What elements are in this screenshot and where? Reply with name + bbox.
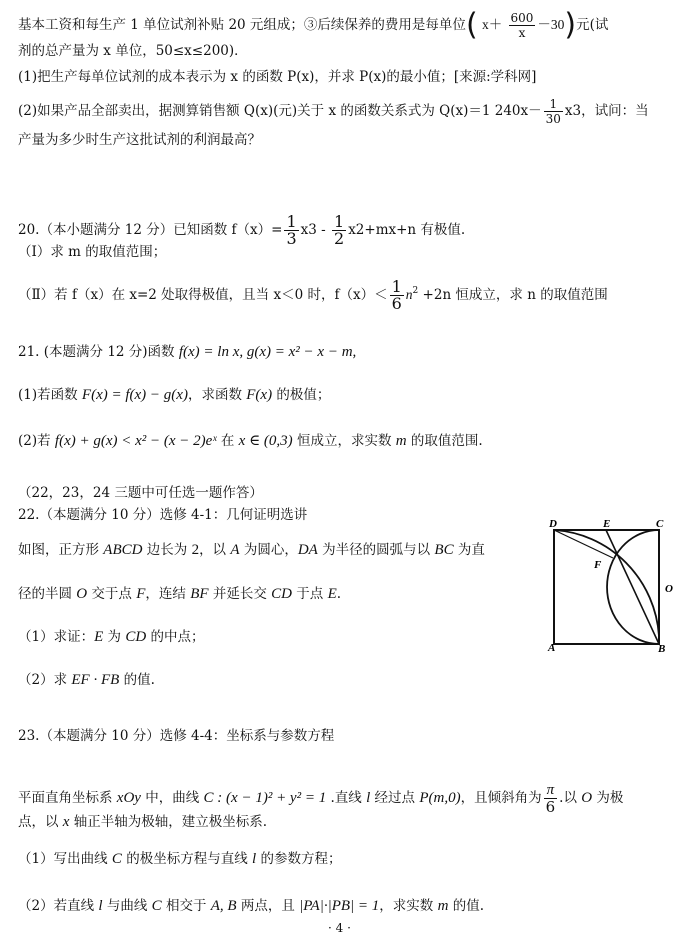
- line-D-F: [554, 530, 613, 558]
- p20-part2-text: （Ⅱ）若 f（x）在 x=2 处取得极值，且当 x＜0 时，f（x）＜: [18, 287, 388, 303]
- p22-BF: BF: [190, 586, 209, 602]
- p21-inequality: f(x) + g(x) < x² − (x − 2)eˣ: [54, 433, 217, 449]
- label-O: O: [665, 583, 673, 595]
- p23-t: 中，曲线: [140, 790, 204, 806]
- p22-t: 如图，正方形: [18, 542, 104, 558]
- frac-num: 1: [286, 212, 297, 231]
- p20-text: 20.（本小题满分 12 分）已知函数 f（x）=: [18, 222, 283, 238]
- problem21-part2: [18, 431, 483, 451]
- p22-s1-CD: CD: [125, 629, 147, 645]
- p21-F-def: F(x) = f(x) − g(x): [81, 387, 188, 403]
- p21-domain: x ∈ (0,3): [238, 433, 293, 449]
- p23-P: P(m,0): [419, 790, 461, 806]
- p23-AB: A, B: [210, 898, 237, 914]
- frac-num: 1: [391, 277, 402, 296]
- fraction-1-over-30: [544, 97, 563, 126]
- p22-t: 为半径的圆弧与以: [317, 542, 435, 558]
- p23-t: 点，以: [18, 814, 63, 830]
- p21-s1b: ，求函数: [187, 387, 247, 403]
- p23-s2-C: C: [151, 898, 162, 914]
- choose-note: （22，23，24 三题中可任选一题作答）: [18, 485, 263, 501]
- fraction-600-over-x: [509, 11, 536, 40]
- p22-E: E: [327, 586, 337, 602]
- p22-s1-E: E: [94, 629, 104, 645]
- problem20-part2: [18, 279, 608, 312]
- frac-num: 1: [544, 97, 563, 112]
- p20-rest: x2+mx+n 有极值.: [348, 222, 466, 238]
- frac-num: π: [544, 782, 558, 799]
- p23-s1-l: l: [252, 851, 257, 867]
- p23-t: 两点，且: [236, 898, 300, 914]
- label-F: F: [594, 559, 602, 571]
- p20-part2-rest: +2n 恒成立，求 n 的取值范围: [418, 287, 608, 303]
- p22-t: 为圆心，: [239, 542, 298, 558]
- p23-s2-l: l: [98, 898, 103, 914]
- q2-tail: x3，试问：当: [564, 103, 649, 119]
- p22-t: 为: [103, 629, 126, 645]
- frac-den: 30: [545, 112, 561, 126]
- p23-t: 与曲线: [102, 898, 152, 914]
- problem23-line1: [18, 782, 623, 815]
- p23-l: l: [366, 790, 371, 806]
- q2-text: (2)如果产品全部卖出，据测算销售额 Q(x)(元)关于 x 的函数关系式为 Q(x)＝1 240x－: [18, 103, 542, 119]
- problem21-stem: [18, 342, 356, 362]
- p20-x3: x3 -: [300, 222, 326, 238]
- square-semicircle-figure: [546, 518, 676, 653]
- p22-t: .: [336, 586, 342, 602]
- problem19-minus30: －30: [537, 17, 565, 32]
- p21-m: m: [395, 433, 407, 449]
- p22-t: ，连结: [145, 586, 191, 602]
- p23-t: （2）若直线: [18, 898, 99, 914]
- fraction-pi-6: [544, 782, 558, 815]
- p22-BC: BC: [434, 542, 454, 558]
- p23-PA-PB: |PA|·|PB| = 1: [299, 898, 380, 914]
- p23-t: 经过点: [370, 790, 420, 806]
- problem22-part1: [18, 627, 205, 647]
- p23-t: 的值.: [448, 898, 485, 914]
- problem19-q2-cont: 产量为多少时生产这批试剂的利润最高？: [18, 132, 261, 148]
- right-paren: ): [564, 7, 577, 43]
- p22-CD: CD: [271, 586, 292, 602]
- label-A: A: [548, 642, 556, 653]
- fraction-1-6: [390, 279, 404, 312]
- problem22-title: 22.（本题满分 10 分）选修 4-1：几何证明选讲: [18, 507, 308, 523]
- p23-t: 轴正半轴为极轴，建立极坐标系.: [69, 814, 268, 830]
- p21-functions: f(x) = ln x, g(x) = x² − x − m,: [178, 344, 357, 360]
- problem20-part1: （Ⅰ）求 m 的取值范围；: [18, 244, 167, 260]
- p23-t: ，求实数: [379, 898, 438, 914]
- label-B: B: [658, 643, 666, 653]
- p21-s2c: 恒成立，求实数: [292, 433, 396, 449]
- p23-t: 为极: [592, 790, 624, 806]
- p22-t: 的中点；: [146, 629, 205, 645]
- p22-t: 为直: [453, 542, 485, 558]
- p22-DA: DA: [297, 542, 318, 558]
- problem19-q2: [18, 97, 649, 126]
- fraction-1-3: [284, 214, 298, 247]
- p22-t: ，以: [199, 542, 231, 558]
- p22-O: O: [76, 586, 88, 602]
- problem21-part1: [18, 385, 330, 405]
- p22-t: 的值.: [119, 672, 155, 688]
- p23-t: ，且倾斜角为: [460, 790, 542, 806]
- p22-F: F: [136, 586, 146, 602]
- frac-num: 600: [510, 11, 534, 25]
- p21-s1a: (1)若函数: [18, 387, 82, 403]
- p22-EF-FB: EF · FB: [71, 672, 120, 688]
- p23-s2-m: m: [437, 898, 449, 914]
- p23-t: 平面直角坐标系: [18, 790, 117, 806]
- label-E: E: [603, 518, 611, 530]
- label-C: C: [656, 518, 664, 530]
- problem22-line2: [18, 584, 341, 604]
- p23-x: x: [62, 814, 70, 830]
- frac-den: 2: [334, 229, 345, 248]
- problem19-line2: 剂的总产量为 x 单位，50≤x≤200)．: [18, 43, 248, 59]
- p23-t: 的极坐标方程与直线: [121, 851, 252, 867]
- p23-t: .直线: [326, 790, 367, 806]
- p21-text: 21. (本题满分 12 分)函数: [18, 344, 179, 360]
- p22-t: 于点: [291, 586, 328, 602]
- left-paren: (: [465, 7, 478, 43]
- problem19-q1: (1)把生产每单位试剂的成本表示为 x 的函数 P(x)，并求 P(x)的最小值；[来源:学科网]: [18, 69, 537, 85]
- problem19-x: x＋: [481, 17, 503, 32]
- problem23-part2: [18, 896, 484, 916]
- p23-curve-C: C : (x − 1)² + y² = 1: [203, 790, 327, 806]
- p20-n: n: [405, 287, 413, 302]
- p22-t: 交于点: [87, 586, 137, 602]
- p22-A: A: [230, 542, 240, 558]
- problem22-part2: [18, 670, 155, 690]
- p21-s2d: 的取值范围.: [406, 433, 483, 449]
- label-D: D: [549, 518, 557, 530]
- problem19-line1: [18, 7, 609, 43]
- p21-s1c: 的极值；: [272, 387, 331, 403]
- p21-s2a: (2)若: [18, 433, 55, 449]
- problem19-text: 基本工资和每生产 1 单位试剂补贴 20 元组成；③后续保养的费用是每单位: [18, 17, 466, 33]
- p23-xOy: xOy: [116, 790, 141, 806]
- p22-t: （1）求证：: [18, 629, 95, 645]
- problem19-end: 元(试: [576, 17, 609, 33]
- p22-t: 径的半圆: [18, 586, 77, 602]
- problem23-part1: [18, 849, 341, 869]
- fraction-1-2: [332, 214, 346, 247]
- p23-s1-C: C: [111, 851, 122, 867]
- p23-t: .以: [559, 790, 582, 806]
- p22-two: 2: [191, 542, 200, 558]
- line-BE: [606, 530, 659, 644]
- frac-den: 3: [286, 229, 297, 248]
- p20-square: 2: [412, 286, 419, 296]
- p21-s2b: 在: [216, 433, 239, 449]
- p22-t: 并延长交: [208, 586, 272, 602]
- frac-den: 6: [391, 294, 402, 313]
- frac-den: 6: [545, 798, 556, 816]
- page-number: · 4 ·: [328, 921, 351, 935]
- frac-den: x: [518, 26, 526, 40]
- p23-t: （1）写出曲线: [18, 851, 112, 867]
- problem22-line1: [18, 540, 485, 560]
- p22-t: （2）求: [18, 672, 72, 688]
- p23-t: 相交于: [161, 898, 211, 914]
- p22-t: 边长为: [142, 542, 192, 558]
- p21-F: F(x): [246, 387, 273, 403]
- problem23-line2: [18, 812, 267, 832]
- frac-num: 1: [334, 212, 345, 231]
- p23-t: 的参数方程；: [256, 851, 342, 867]
- p22-ABCD: ABCD: [103, 542, 143, 558]
- p23-O: O: [581, 790, 593, 806]
- problem23-title: 23.（本题满分 10 分）选修 4-4：坐标系与参数方程: [18, 728, 335, 744]
